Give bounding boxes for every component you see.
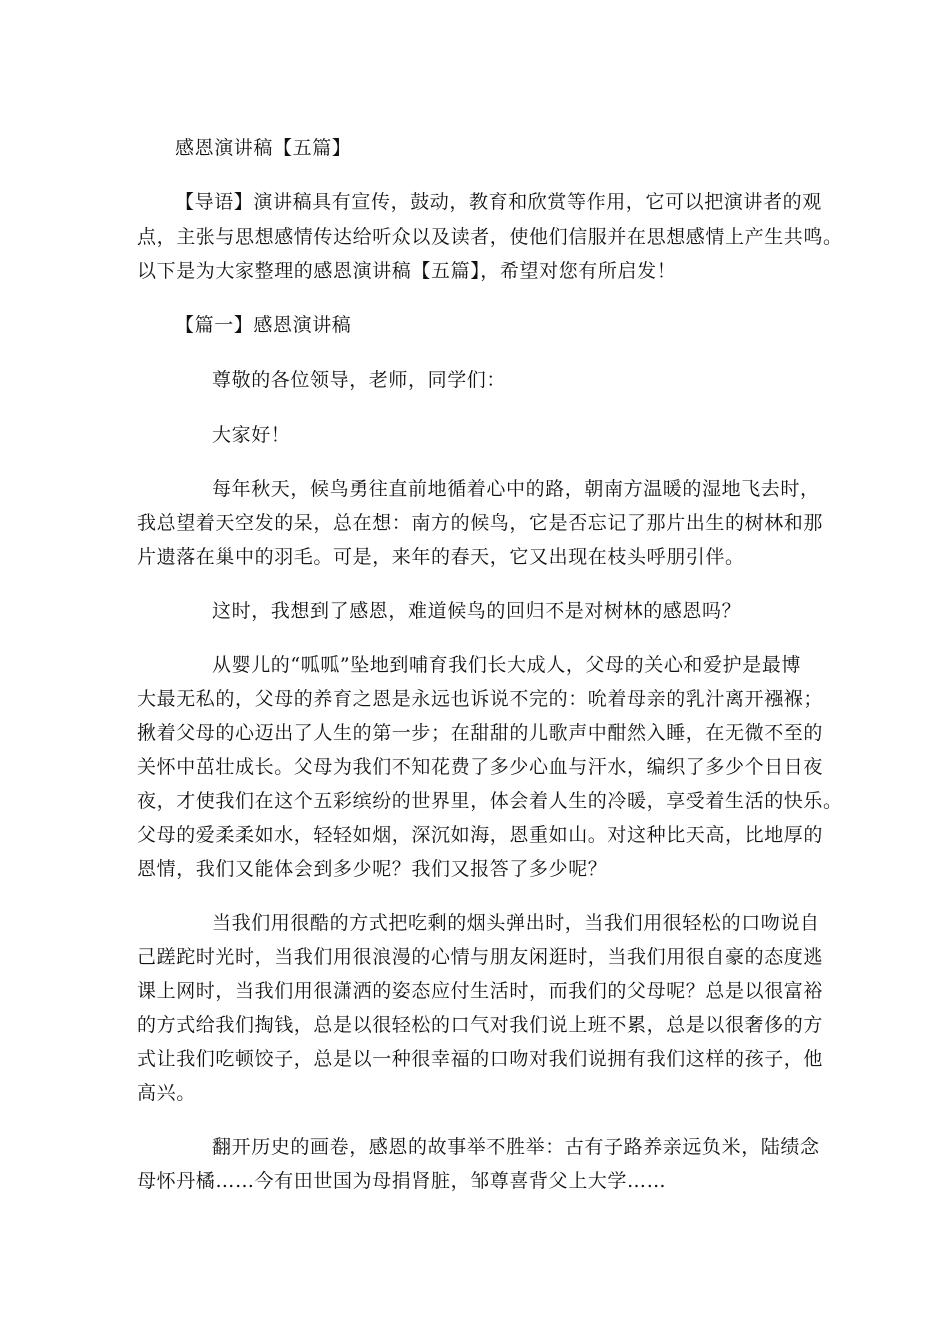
paragraph-line: 当我们用很酷的方式把吃剩的烟头弹出时，当我们用很轻松的口吻说自 [212,912,820,934]
paragraph-line: 高兴。 [137,1082,196,1104]
paragraph-line: 我总望着天空发的呆，总在想：南方的候鸟，它是否忘记了那片出生的树林和那 [137,512,824,534]
paragraph-line: 己蹉跎时光时，当我们用很浪漫的心情与朋友闲逛时，当我们用很自豪的态度逃 [137,946,824,968]
paragraph-line: 恩情，我们又能体会到多少呢？我们又报答了多少呢？ [137,858,608,880]
paragraph-line: 大最无私的，父母的养育之恩是永远也诉说不完的：吮着母亲的乳汁离开襁褓； [137,688,824,710]
paragraph-line: 的方式给我们掏钱，总是以很轻松的口气对我们说上班不累，总是以很奢侈的方 [137,1014,824,1036]
intro-line: 以下是为大家整理的感恩演讲稿【五篇】，希望对您有所启发！ [137,260,677,282]
paragraph-line: 每年秋天，候鸟勇往直前地循着心中的路，朝南方温暖的湿地飞去时， [212,478,820,500]
paragraph-line: 夜，才使我们在这个五彩缤纷的世界里，体会着人生的冷暖，享受着生活的快乐。 [137,790,843,812]
section-heading: 【篇一】感恩演讲稿 [175,314,352,336]
intro-line: 【导语】演讲稿具有宣传，鼓动，教育和欣赏等作用，它可以把演讲者的观 [175,191,822,213]
intro-line: 点，主张与思想感情传达给听众以及读者，使他们信服并在思想感情上产生共鸣。 [137,226,843,248]
paragraph-line: 母怀丹橘……今有田世国为母捐肾脏，邹尊喜背父上大学…… [137,1170,667,1192]
greeting: 大家好！ [212,424,291,446]
paragraph-line: 关怀中茁壮成长。父母为我们不知花费了多少心血与汗水，编织了多少个日日夜 [137,756,824,778]
paragraph-line: 式让我们吃顿饺子，总是以一种很幸福的口吻对我们说拥有我们这样的孩子，他 [137,1048,824,1070]
document-title: 感恩演讲稿【五篇】 [175,137,352,159]
salutation: 尊敬的各位领导，老师，同学们： [212,369,507,391]
paragraph-line: 翻开历史的画卷，感恩的故事举不胜举：古有子路养亲远负米，陆绩念 [212,1136,820,1158]
paragraph-line: 揪着父母的心迈出了人生的第一步；在甜甜的儿歌声中酣然入睡，在无微不至的 [137,722,824,744]
paragraph-line: 从婴儿的“呱呱”坠地到哺育我们长大成人，父母的关心和爱护是最博 [212,654,802,676]
paragraph-line: 课上网时，当我们用很潇洒的姿态应付生活时，而我们的父母呢？总是以很富裕 [137,980,824,1002]
paragraph-line: 片遗落在巢中的羽毛。可是，来年的春天，它又出现在枝头呼朋引伴。 [137,546,745,568]
paragraph-line: 父母的爱柔柔如水，轻轻如烟，深沉如海，恩重如山。对这种比天高，比地厚的 [137,824,824,846]
paragraph-line: 这时，我想到了感恩，难道候鸟的回归不是对树林的感恩吗？ [212,600,742,622]
